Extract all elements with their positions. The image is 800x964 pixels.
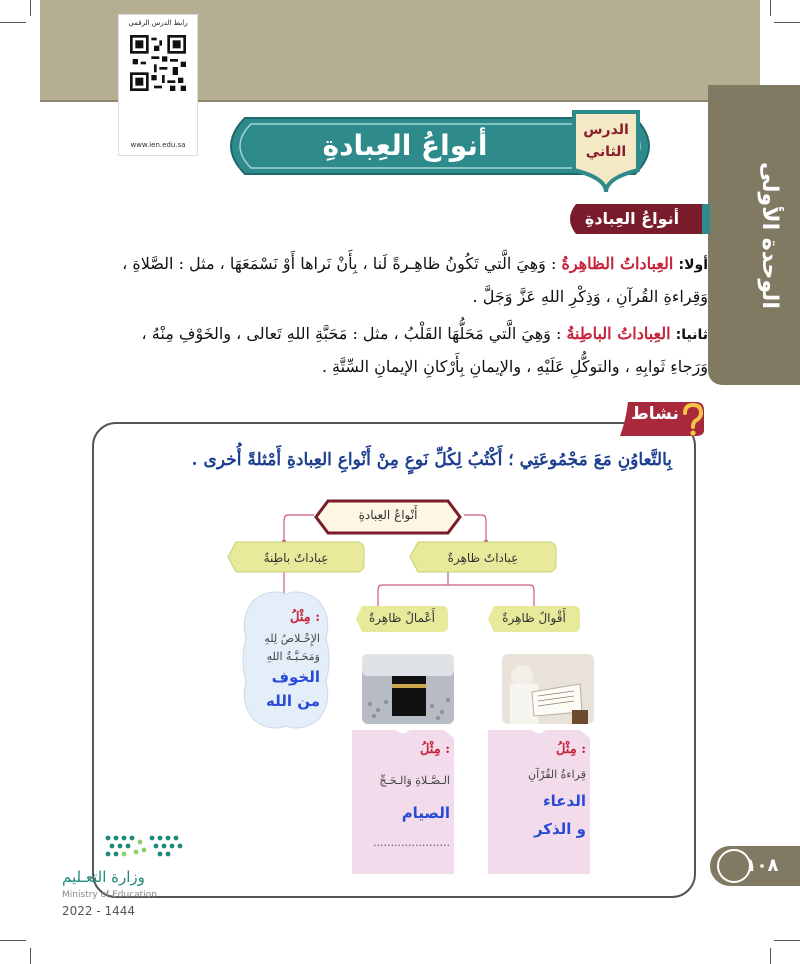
crop-mark xyxy=(770,948,771,964)
actions-example-blank: ...................... xyxy=(373,836,450,849)
lesson-badge-number: الثاني xyxy=(585,144,627,160)
sayings-example-answer: و الذكر xyxy=(533,820,586,838)
inward-example-title: مِثْلُ : xyxy=(289,610,320,625)
unit-title: الوحدة الأولى xyxy=(757,161,782,309)
crop-mark xyxy=(30,0,31,16)
section-heading xyxy=(562,202,712,236)
actions-example-title: مِثْلُ : xyxy=(419,742,450,757)
section-heading-text: أنواعُ العِبادةِ xyxy=(584,209,680,228)
actions-example-answer: الصيام xyxy=(401,804,450,822)
ministry-logo-icon xyxy=(98,830,198,866)
sayings-example-title: مِثْلُ : xyxy=(555,742,586,757)
diagram-root: أَنْواعُ العِبادةِ xyxy=(358,508,418,522)
sayings-node: أَقْوالٌ ظاهِرةٌ xyxy=(502,611,566,625)
kaaba-image xyxy=(362,654,454,724)
activity-tab xyxy=(618,400,706,438)
sayings-example-line: قِراءةُ القُرْآنِ xyxy=(528,768,586,781)
crop-mark xyxy=(774,940,800,941)
ministry-name-english: Ministry of Education xyxy=(62,890,157,900)
inward-example-line: الإِخْـلاصُ لِلهِ xyxy=(264,632,320,645)
qr-url[interactable]: www.ien.edu.sa xyxy=(130,141,186,149)
paragraph-text: : وَهِيَ الَّتي تَكُونُ ظاهِـرةً لَنا ، بِأَنْ نَراها أَوْ نَسْمَعَهَا ، مثل : الصَّلاةِ ، وَقِراءةِ القُرآنِ ، وَذِكْرِ اللهِ عَزَّ وَجَلَّ . xyxy=(122,254,708,306)
term-outward-worship: العِباداتُ الظاهِرةُ xyxy=(561,254,674,273)
sayings-example-answer: الدعاء xyxy=(543,792,586,810)
paragraph-lead: ثانيا: xyxy=(675,327,708,343)
term-inward-worship: العِباداتُ الباطِنةُ xyxy=(566,324,671,343)
page-number-tab xyxy=(710,846,800,886)
crop-mark xyxy=(770,0,771,16)
qr-caption: رابط الدرس الرقمي xyxy=(128,19,188,27)
inward-example-answer: الخوف xyxy=(271,668,320,686)
quran-reading-image xyxy=(502,654,594,724)
activity-instruction: بِالتَّعاوُنِ مَعَ مَجْمُوعَتِي ؛ أَكْتُبُ لِكُلِّ نَوعٍ مِنْ أَنْواعِ العِبادةِ أَمْثلةً أُخرى . xyxy=(191,450,672,470)
inward-example-answer: من الله xyxy=(265,692,320,710)
actions-example-line: الـصَّـلاةِ وَالـحَـجِّ xyxy=(379,774,450,787)
lesson-badge xyxy=(568,108,644,194)
paragraph-lead: أولا: xyxy=(678,257,708,273)
crop-mark xyxy=(0,940,26,941)
paragraph-outward-worship xyxy=(108,248,708,313)
year-label: 2022 - 1444 xyxy=(62,904,136,918)
crop-mark xyxy=(30,948,31,964)
paragraph-text: : وَهِيَ الَّتي مَحَلُّهَا القَلْبُ ، مثل : مَحَبَّةِ اللهِ تَعالى ، والخَوْفِ مِنْهُ ، وَرَجاءِ ثَوابِهِ ، والتوكُّلِ عَلَيْهِ ، والإيمانِ بِأَرْكانِ الإيمانِ السِّتَّةِ . xyxy=(141,324,708,376)
unit-side-tab xyxy=(708,85,800,385)
ministry-name-arabic: وزارة التعـليم xyxy=(62,868,145,886)
actions-node: أَعْمالٌ ظاهِرةٌ xyxy=(368,611,436,625)
activity-label: نشاط xyxy=(631,404,679,424)
inward-example-line: وَمَحَـبَّـةُ اللهِ xyxy=(266,650,320,663)
crop-mark xyxy=(0,22,26,23)
qr-card[interactable] xyxy=(118,14,198,156)
paragraph-inward-worship xyxy=(108,318,708,383)
qr-code-icon[interactable] xyxy=(130,35,186,91)
crop-mark xyxy=(774,22,800,23)
page-number: ١٠٨ xyxy=(745,855,779,876)
lesson-title: أنواعُ العِبادةِ xyxy=(322,129,488,162)
question-mark-icon xyxy=(680,402,706,438)
outward-worship-node: عِباداتٌ ظاهِرةٌ xyxy=(447,551,519,565)
lesson-badge-label: الدرس xyxy=(583,122,629,138)
inward-worship-node: عِباداتٌ باطِنةٌ xyxy=(263,551,329,565)
